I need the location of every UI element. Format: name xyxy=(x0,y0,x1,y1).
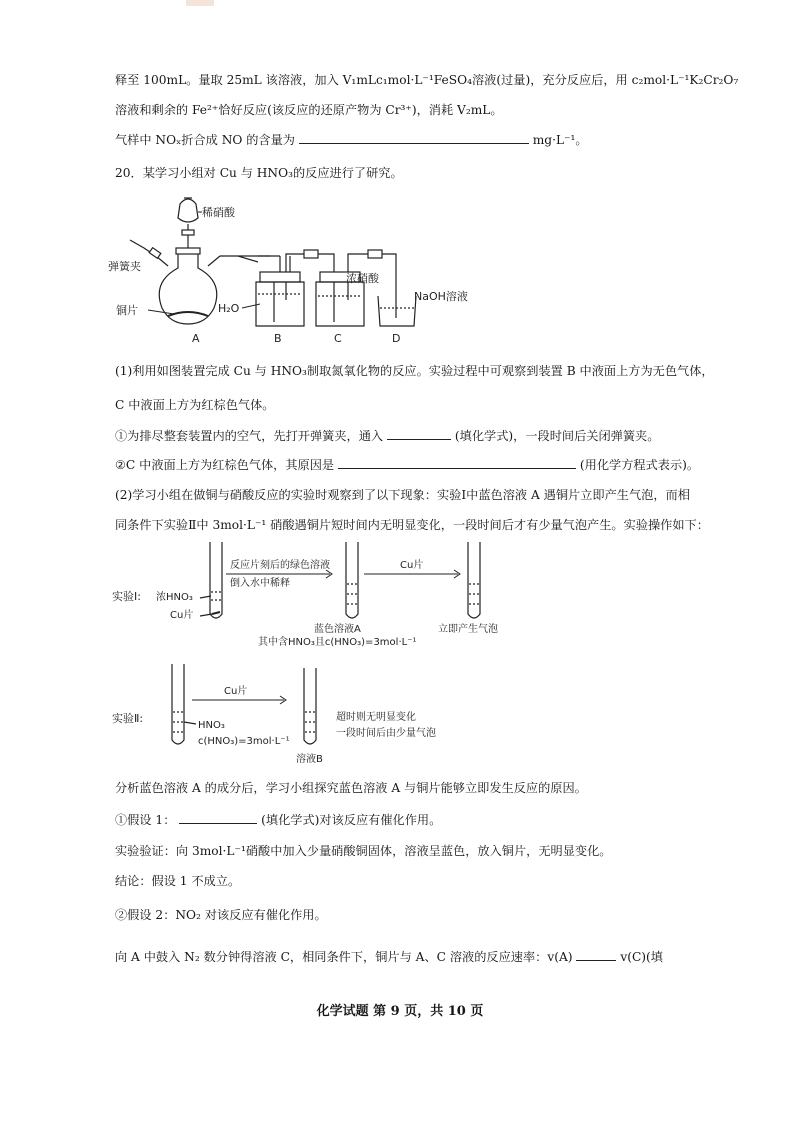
question-2-prefix: ②C 中液面上方为红棕色气体，其原因是 xyxy=(115,458,335,472)
exp2-tube-label: 溶液B xyxy=(296,754,323,765)
hypothesis-1 xyxy=(115,811,441,829)
answer-blank-equation[interactable] xyxy=(338,456,576,469)
exp2-reagent: HNO₃ xyxy=(198,720,225,731)
exp1-cu-label: Cu片 xyxy=(170,610,194,621)
part2-line-2: 同条件下实验Ⅱ中 3mol·L⁻¹ 硝酸遇铜片短时间内无明显变化，一段时间后才有少量气泡产生。实验操作如下： xyxy=(115,518,709,532)
bottle-b xyxy=(256,272,304,326)
rate-comparison-suffix: v(C)(填 xyxy=(620,950,663,964)
answer-blank-nox[interactable] xyxy=(299,131,529,144)
tube-1 xyxy=(200,542,222,618)
exp1-label: 实验Ⅰ: xyxy=(112,590,141,603)
page-footer: 化学试题 第 9 页，共 10 页 xyxy=(316,1004,484,1019)
question-1-prefix: ①为排尽整套装置内的空气，先打开弹簧夹，通入 xyxy=(115,429,384,443)
intro-line-1: 释至 100mL。量取 25mL 该溶液，加入 V₁mLc₁mol·L⁻¹FeSO₄溶液(过量)，充分反应后，用 c₂mol·L⁻¹K₂Cr₂O₇ xyxy=(115,73,739,87)
answer-blank-gas[interactable] xyxy=(387,427,451,440)
conclusion-text: 结论：假设 1 不成立。 xyxy=(115,874,241,888)
tube-5 xyxy=(304,668,316,744)
exp1-tube-note: 其中含HNO₃且c(HNO₃)=3mol·L⁻¹ xyxy=(258,637,417,648)
exp2-result-2: 一段时间后由少量气泡 xyxy=(336,728,436,739)
label-d: D xyxy=(392,332,401,345)
exp1-reagent: 浓HNO₃ xyxy=(156,592,193,603)
label-spring-clamp: 弹簧夹 xyxy=(108,260,141,273)
rate-comparison xyxy=(115,948,663,966)
question-1 xyxy=(115,427,659,445)
label-dilute-acid: 稀硝酸 xyxy=(202,206,235,219)
exp1-arrow1-line1: 反应片刻后的绿色溶液 xyxy=(230,560,330,571)
answer-blank-rate[interactable] xyxy=(576,948,616,961)
intro-line-2: 溶液和剩余的 Fe²⁺恰好反应(该反应的还原产物为 Cr³⁺)，消耗 V₂mL。 xyxy=(115,103,503,117)
exp1-result: 立即产生气泡 xyxy=(438,624,498,635)
hypothesis-1-suffix: (填化学式)对该反应有催化作用。 xyxy=(261,813,442,827)
question-2-suffix: (用化学方程式表示)。 xyxy=(579,458,700,472)
intro-line-3-suffix: mg·L⁻¹。 xyxy=(532,133,588,147)
intro-line-3-prefix: 气样中 NOₓ折合成 NO 的含量为 xyxy=(115,133,295,147)
pipe-bc xyxy=(286,250,334,272)
verification-text: 实验验证：向 3mol·L⁻¹硝酸中加入少量硝酸铜固体，溶液呈蓝色，放入铜片，无明显变化。 xyxy=(115,844,612,858)
intro-line-3 xyxy=(115,131,588,149)
exp1-arrow1-line2: 倒入水中稀释 xyxy=(230,578,290,589)
part2-line-1: (2)学习小组在做铜与硝酸反应的实验时观察到了以下现象：实验Ⅰ中蓝色溶液 A 遇铜片立即产生气泡，而相 xyxy=(115,488,690,502)
exp2-result-1: 超时则无明显变化 xyxy=(336,712,416,723)
part1-line-2: C 中液面上方为红棕色气体。 xyxy=(115,398,275,412)
exp2-concentration: c(HNO₃)=3mol·L⁻¹ xyxy=(198,736,290,747)
experiment-2-diagram xyxy=(112,660,512,770)
label-water: H₂O xyxy=(218,302,240,315)
tube-2 xyxy=(346,542,358,618)
hypothesis-2: ②假设 2：NO₂ 对该反应有催化作用。 xyxy=(115,908,327,922)
exp2-label: 实验Ⅱ: xyxy=(112,712,144,725)
exp2-arrow-label: Cu片 xyxy=(224,686,248,697)
scan-artifact xyxy=(186,0,214,6)
label-a: A xyxy=(192,332,200,345)
rate-comparison-prefix: 向 A 中鼓入 N₂ 数分钟得溶液 C，相同条件下，铜片与 A、C 溶液的反应速率：v(A) xyxy=(115,950,573,964)
answer-blank-catalyst[interactable] xyxy=(179,811,257,824)
apparatus-diagram xyxy=(108,190,528,350)
tube-4 xyxy=(172,664,196,744)
exp1-tube-label: 蓝色溶液A xyxy=(314,624,361,635)
label-copper: 铜片 xyxy=(116,304,138,317)
label-b: B xyxy=(274,332,282,345)
label-conc-acid: 浓硝酸 xyxy=(346,272,379,285)
exp1-arrow2-label: Cu片 xyxy=(400,560,424,571)
experiment-1-diagram xyxy=(112,538,542,650)
label-c: C xyxy=(334,332,342,345)
analysis-text: 分析蓝色溶液 A 的成分后，学习小组探究蓝色溶液 A 与铜片能够立即发生反应的原因。 xyxy=(115,781,587,795)
question-1-suffix: (填化学式)，一段时间后关闭弹簧夹。 xyxy=(454,429,660,443)
hypothesis-1-prefix: ①假设 1： xyxy=(115,813,176,827)
label-naoh: NaOH溶液 xyxy=(414,290,468,303)
question-20-title: 20．某学习小组对 Cu 与 HNO₃的反应进行了研究。 xyxy=(115,166,403,180)
beaker-d xyxy=(378,296,416,326)
tube-3 xyxy=(468,542,480,618)
question-2 xyxy=(115,456,699,474)
part1-line-1: (1)利用如图装置完成 Cu 与 HNO₃制取氮氧化物的反应。实验过程中可观察到装置 B 中液面上方为无色气体， xyxy=(115,364,714,378)
